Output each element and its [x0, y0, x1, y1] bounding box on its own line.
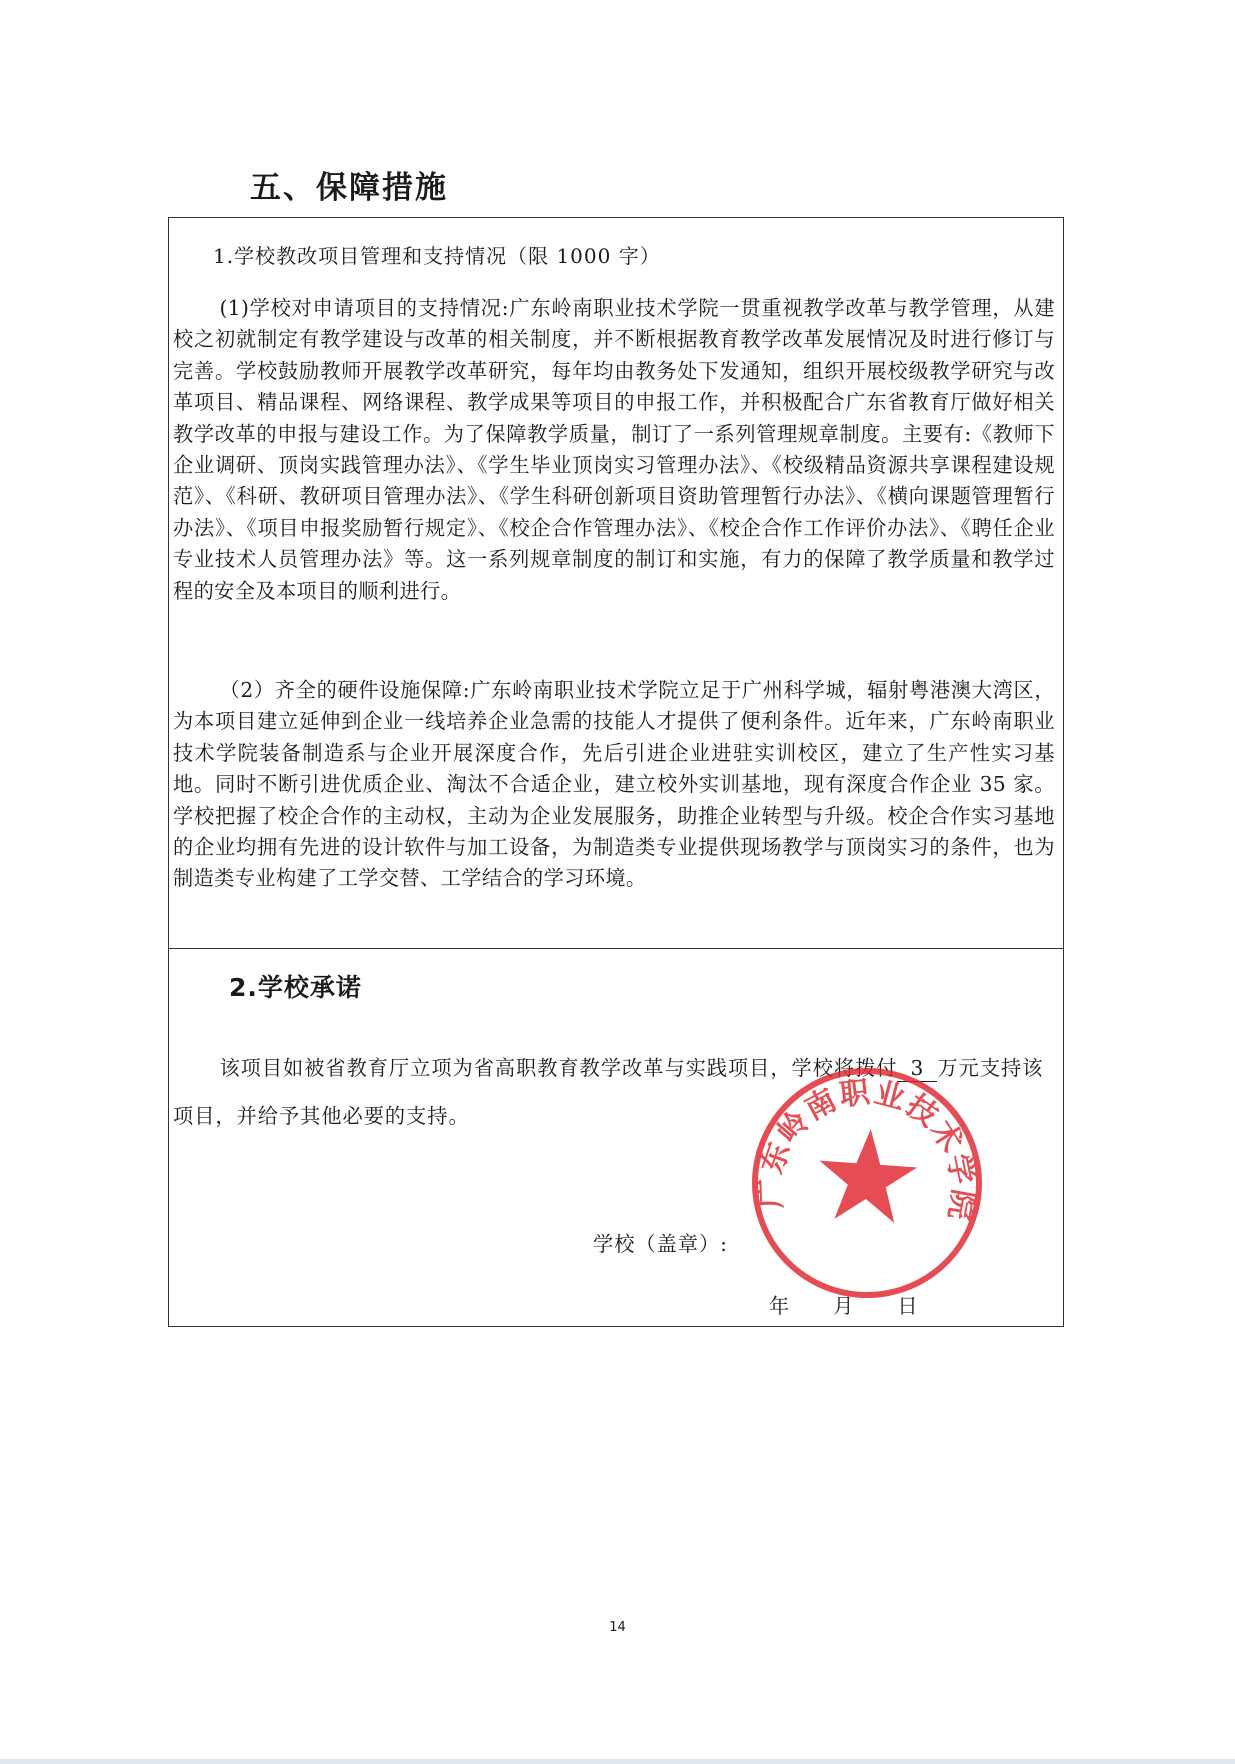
date-year: 年 — [769, 1294, 790, 1318]
school-commitment-heading: 2.学校承诺 — [229, 973, 362, 1002]
date-day: 日 — [897, 1294, 918, 1318]
seal-label: 学校（盖章）: — [593, 1232, 728, 1256]
star-icon — [815, 1126, 919, 1225]
commitment-text-after: 万元支持该项目，并给予其他必要的支持。 — [173, 1056, 1044, 1128]
date-line — [769, 1290, 918, 1319]
project-support-paragraph: (1)学校对申请项目的支持情况:广东岭南职业技术学院一贯重视教学改革与教学管理，从建校之初就制定有教学建设与改革的相关制度，并不断根据教育教学改革发展情况及时进行修订与完善。学校鼓励教师开展教学改革研究，每年均由教务处下发通知，组织开展校级教学研究与改革项目、精品课程、网络课程、教学成果等项目的申报工作，并积极配合广东省教育厅做好相关教学改革的申报与建设工作。为了保障教学质量，制订了一系列管理规章制度。主要有:《教师下企业调研、顶岗实践管理办法》、《学生毕业顶岗实习管理办法》、《校级精品资源共享课程建设规范》、《科研、教研项目管理办法》、《学生科研创新项目资助管理暂行办法》、《横向课题管理暂行办法》、《项目申报奖励暂行规定》、《校企合作管理办法》、《校企合作工作评价办法》、《聘任企业专业技术人员管理办法》等。这一系列规章制度的制订和实施，有力的保障了教学质量和教学过程的安全及本项目的顺利进行。 — [173, 296, 1055, 603]
seal-text: 广东岭南职业技术学院 — [753, 1074, 981, 1225]
management-support-heading: 1.学校教改项目管理和支持情况（限 1000 字） — [213, 244, 661, 268]
commitment-text-before: 该项目如被省教育厅立项为省高职教育教学改革与实践项目，学校将拨付 — [219, 1056, 898, 1080]
official-seal-stamp — [739, 1055, 995, 1311]
scan-edge — [0, 1759, 1235, 1764]
date-month: 月 — [833, 1294, 854, 1318]
funding-amount: 3 — [897, 1055, 937, 1082]
section-title: 五、保障措施 — [250, 170, 448, 206]
form-table — [168, 217, 1064, 1327]
management-support-cell — [169, 218, 1063, 949]
hardware-facilities-paragraph: （2）齐全的硬件设施保障:广东岭南职业技术学院立足于广州科学城，辐射粤港澳大湾区，为本项目建立延伸到企业一线培养企业急需的技能人才提供了便利条件。近年来，广东岭南职业技术学院装备制造系与企业开展深度合作，先后引进企业进驻实训校区，建立了生产性实习基地。同时不断引进优质企业、淘汰不合适企业，建立校外实训基地，现有深度合作企业 35 家。学校把握了校企合作的主动权，主动为企业发展服务，助推企业转型与升级。校企合作实习基地的企业均拥有先进的设计软件与加工设备，为制造类专业提供现场教学与顶岗实习的条件，也为制造类专业构建了工学交替、工学结合的学习环境。 — [173, 678, 1055, 891]
page-number: 14 — [609, 1620, 626, 1635]
